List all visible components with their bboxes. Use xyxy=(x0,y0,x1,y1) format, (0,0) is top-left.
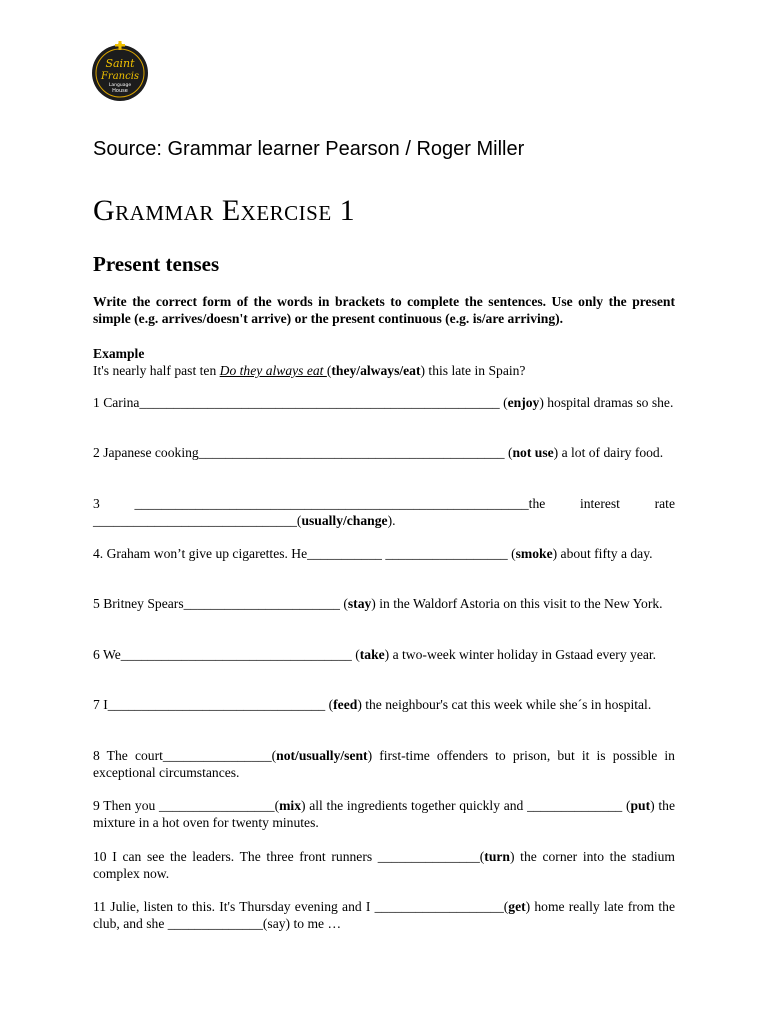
question-3: 3 __________________________________________________________the interest rate ______________________________(usually/change). xyxy=(93,496,675,528)
question-4: 4. Graham won’t give up cigarettes. He___________ __________________ (smoke) about fifty a day. xyxy=(93,546,653,561)
worksheet-title: Grammar Exercise 1 xyxy=(93,194,356,227)
example-block xyxy=(93,345,675,379)
verb-cue: take xyxy=(359,647,385,662)
verb-cue: turn xyxy=(484,849,510,864)
svg-text:Saint: Saint xyxy=(105,57,135,70)
example-sentence: It's nearly half past ten Do they always eat (they/always/eat) this late in Spain? xyxy=(93,363,526,378)
question-11: 11 Julie, listen to this. It's Thursday evening and I ___________________(get) home really late from the club, and she ______________(say) to me … xyxy=(93,899,675,931)
svg-text:House: House xyxy=(112,88,128,94)
verb-cue: smoke xyxy=(515,546,553,561)
question-9: 9 Then you _________________(mix) all the ingredients together quickly and ______________ (put) the mixture in a hot oven for twenty minutes. xyxy=(93,798,675,830)
verb-cue: enjoy xyxy=(507,395,540,410)
verb-cue: not/usually/sent xyxy=(276,748,368,763)
svg-text:Language: Language xyxy=(108,83,132,88)
section-subtitle: Present tenses xyxy=(93,252,220,276)
saint-francis-logo xyxy=(89,40,151,102)
verb-cue: feed xyxy=(333,697,358,712)
question-2: 2 Japanese cooking_____________________________________________ (not use) a lot of dairy food. xyxy=(93,445,664,460)
instructions: Write the correct form of the words in brackets to complete the sentences. Use only the present simple (e.g. arrives/doesn't arrive) or the present continuous (e.g. is/are arriving). xyxy=(93,294,675,326)
question-7: 7 I________________________________ (feed) the neighbour's cat this week while she´s in hospital. xyxy=(93,697,652,712)
verb-cue: usually/change xyxy=(301,513,388,528)
example-heading: Example xyxy=(93,346,145,361)
question-1: 1 Carina_____________________________________________________ (enjoy) hospital dramas so she. xyxy=(93,395,674,410)
svg-text:Francis: Francis xyxy=(100,71,140,82)
question-10: 10 I can see the leaders. The three front runners _______________(turn) the corner into the stadium complex now. xyxy=(93,849,675,881)
example-answer: Do they always eat xyxy=(219,363,327,378)
verb-cue: stay xyxy=(347,596,372,611)
verb-cue: get xyxy=(508,899,526,914)
verb-cue: mix xyxy=(279,798,301,813)
verb-cue: not use xyxy=(512,445,554,460)
source-line: Source: Grammar learner Pearson / Roger Miller xyxy=(93,138,525,160)
question-8: 8 The court________________(not/usually/sent) first-time offenders to prison, but it is possible in exceptional circumstances. xyxy=(93,748,675,780)
verb-cue: put xyxy=(630,798,651,813)
question-5: 5 Britney Spears_______________________ (stay) in the Waldorf Astoria on this visit to the New York. xyxy=(93,596,663,611)
question-6: 6 We__________________________________ (take) a two-week winter holiday in Gstaad every year. xyxy=(93,647,657,662)
example-cue: they/always/eat xyxy=(331,363,421,378)
